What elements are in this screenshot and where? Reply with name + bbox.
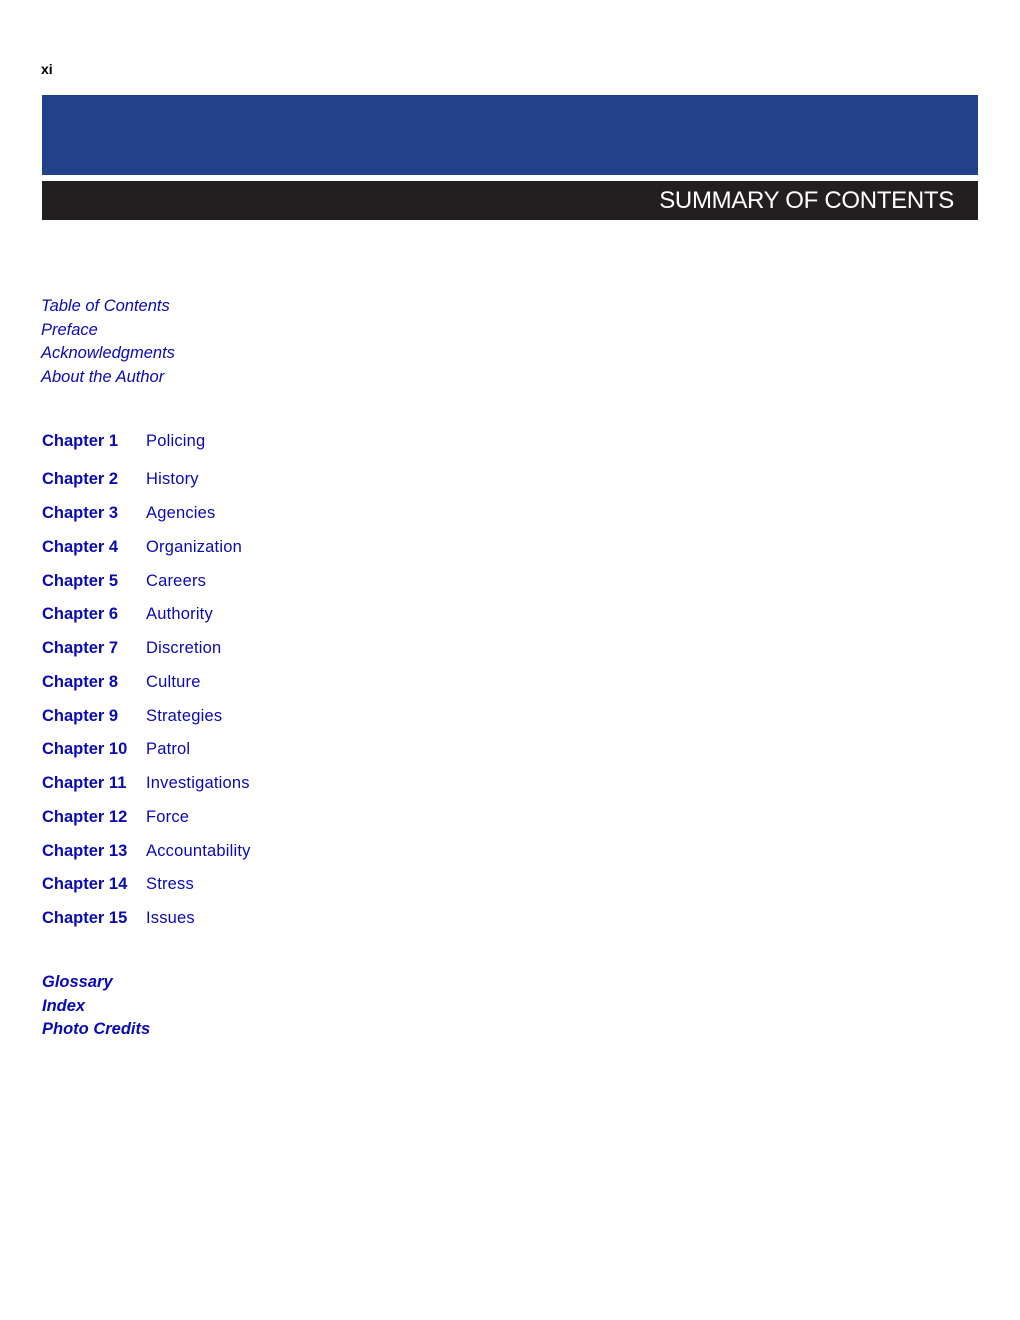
chapter-title: Discretion: [146, 639, 222, 657]
chapter-title: Accountability: [146, 842, 251, 860]
chapter-title: Careers: [146, 572, 207, 590]
chapter-number: Chapter 13: [42, 842, 128, 860]
chapter-number: Chapter 1: [42, 432, 119, 450]
chapter-title: History: [146, 470, 199, 488]
page-number: xi: [41, 61, 53, 77]
chapter-title: Investigations: [146, 774, 250, 792]
page-title: SUMMARY OF CONTENTS: [659, 187, 954, 214]
chapter-title: Stress: [146, 875, 194, 893]
link-photo-credits[interactable]: Photo Credits: [42, 1020, 151, 1038]
chapter-number: Chapter 10: [42, 740, 128, 758]
chapter-number: Chapter 14: [42, 875, 128, 893]
chapter-number: Chapter 5: [42, 572, 119, 590]
link-glossary[interactable]: Glossary: [42, 973, 113, 991]
front-matter-list: [41, 295, 175, 390]
chapter-number: Chapter 7: [42, 639, 119, 657]
link-preface[interactable]: Preface: [41, 320, 98, 339]
link-about-the-author[interactable]: About the Author: [41, 368, 165, 387]
chapter-number: Chapter 15: [42, 909, 128, 927]
chapter-title: Culture: [146, 673, 201, 691]
chapter-title: Organization: [146, 538, 242, 556]
chapter-number: Chapter 4: [42, 538, 119, 556]
header-title-bar: [42, 181, 978, 220]
link-table-of-contents[interactable]: Table of Contents: [41, 297, 170, 315]
chapter-title: Issues: [146, 909, 195, 927]
chapter-title: Agencies: [146, 504, 216, 522]
chapter-number: Chapter 12: [42, 808, 128, 826]
header-blue-band: [42, 95, 978, 175]
chapter-number: Chapter 9: [42, 707, 119, 725]
chapter-number: Chapter 6: [42, 605, 119, 623]
chapter-number: Chapter 11: [42, 774, 127, 792]
link-acknowledgments[interactable]: Acknowledgments: [41, 344, 175, 363]
chapter-number: Chapter 8: [42, 673, 119, 691]
chapter-title: Authority: [146, 605, 213, 623]
chapter-number: Chapter 2: [42, 470, 119, 488]
chapter-number: Chapter 3: [42, 504, 119, 522]
chapter-title: Strategies: [146, 707, 223, 725]
chapter-title: Policing: [146, 432, 206, 450]
chapter-title: Force: [146, 808, 190, 826]
link-index[interactable]: Index: [42, 996, 86, 1015]
back-matter-list: [42, 971, 150, 1042]
chapter-title: Patrol: [146, 740, 191, 758]
